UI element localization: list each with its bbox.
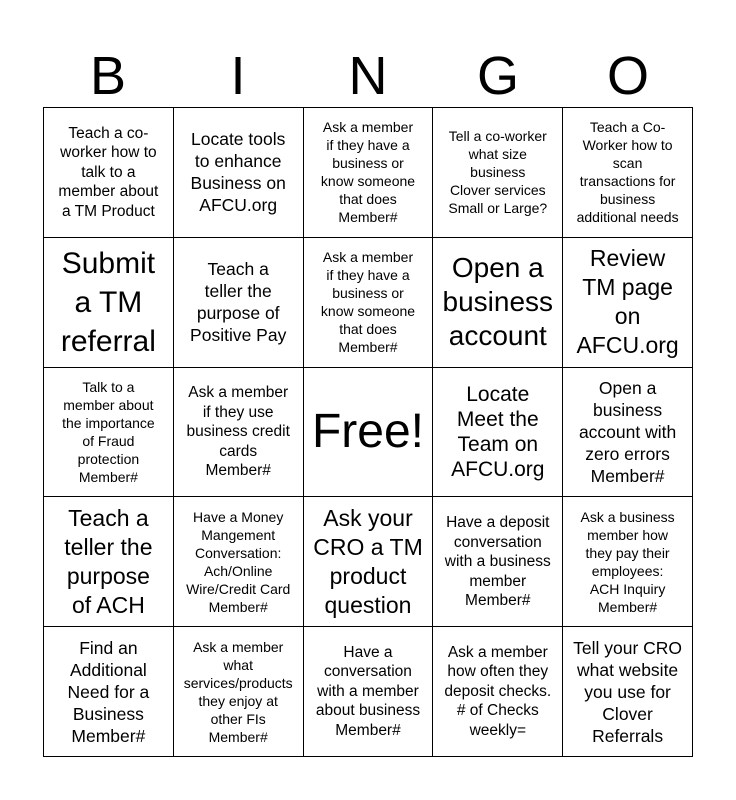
bingo-cell[interactable]: Ask a member if they use business credit cards Member# <box>174 368 304 498</box>
header-letter-n: N <box>348 46 388 106</box>
bingo-cell[interactable]: Have a deposit conversation with a business member Member# <box>433 497 563 627</box>
bingo-cell[interactable]: Ask a member what services/products they enjoy at other FIs Member# <box>174 627 304 757</box>
bingo-cell[interactable]: Tell your CRO what website you use for Clover Referrals <box>563 627 693 757</box>
bingo-cell[interactable]: Locate tools to enhance Business on AFCU.org <box>174 108 304 238</box>
bingo-cell[interactable]: Submit a TM referral <box>44 238 174 368</box>
bingo-cell[interactable]: Talk to a member about the importance of Fraud protection Member# <box>44 368 174 498</box>
bingo-cell[interactable]: Have a Money Mangement Conversation: Ach/Online Wire/Credit Card Member# <box>174 497 304 627</box>
free-space-cell[interactable]: Free! <box>304 368 434 498</box>
bingo-cell[interactable]: Open a business account <box>433 238 563 368</box>
bingo-cell[interactable]: Teach a teller the purpose of ACH <box>44 497 174 627</box>
header-letter-g: G <box>476 46 519 106</box>
bingo-cell[interactable]: Locate Meet the Team on AFCU.org <box>433 368 563 498</box>
bingo-cell[interactable]: Review TM page on AFCU.org <box>563 238 693 368</box>
header-letter-b: B <box>89 46 127 106</box>
bingo-cell[interactable]: Find an Additional Need for a Business Member# <box>44 627 174 757</box>
bingo-cell[interactable]: Teach a co- worker how to talk to a member about a TM Product <box>44 108 174 238</box>
bingo-cell[interactable]: Ask a member if they have a business or know someone that does Member# <box>304 108 434 238</box>
bingo-cell[interactable]: Tell a co-worker what size business Clover services Small or Large? <box>433 108 563 238</box>
header-letter-o: O <box>606 46 649 106</box>
bingo-cell[interactable]: Ask a business member how they pay their employees: ACH Inquiry Member# <box>563 497 693 627</box>
header-letter-i: I <box>230 46 246 106</box>
bingo-cell[interactable]: Teach a Co- Worker how to scan transactions for business additional needs <box>563 108 693 238</box>
bingo-grid <box>43 107 693 757</box>
bingo-cell[interactable]: Open a business account with zero errors Member# <box>563 368 693 498</box>
bingo-header <box>43 48 693 104</box>
bingo-cell[interactable]: Ask a member how often they deposit checks. # of Checks weekly= <box>433 627 563 757</box>
bingo-cell[interactable]: Have a conversation with a member about business Member# <box>304 627 434 757</box>
bingo-cell[interactable]: Teach a teller the purpose of Positive Pay <box>174 238 304 368</box>
bingo-cell[interactable]: Ask a member if they have a business or know someone that does Member# <box>304 238 434 368</box>
bingo-cell[interactable]: Ask your CRO a TM product question <box>304 497 434 627</box>
